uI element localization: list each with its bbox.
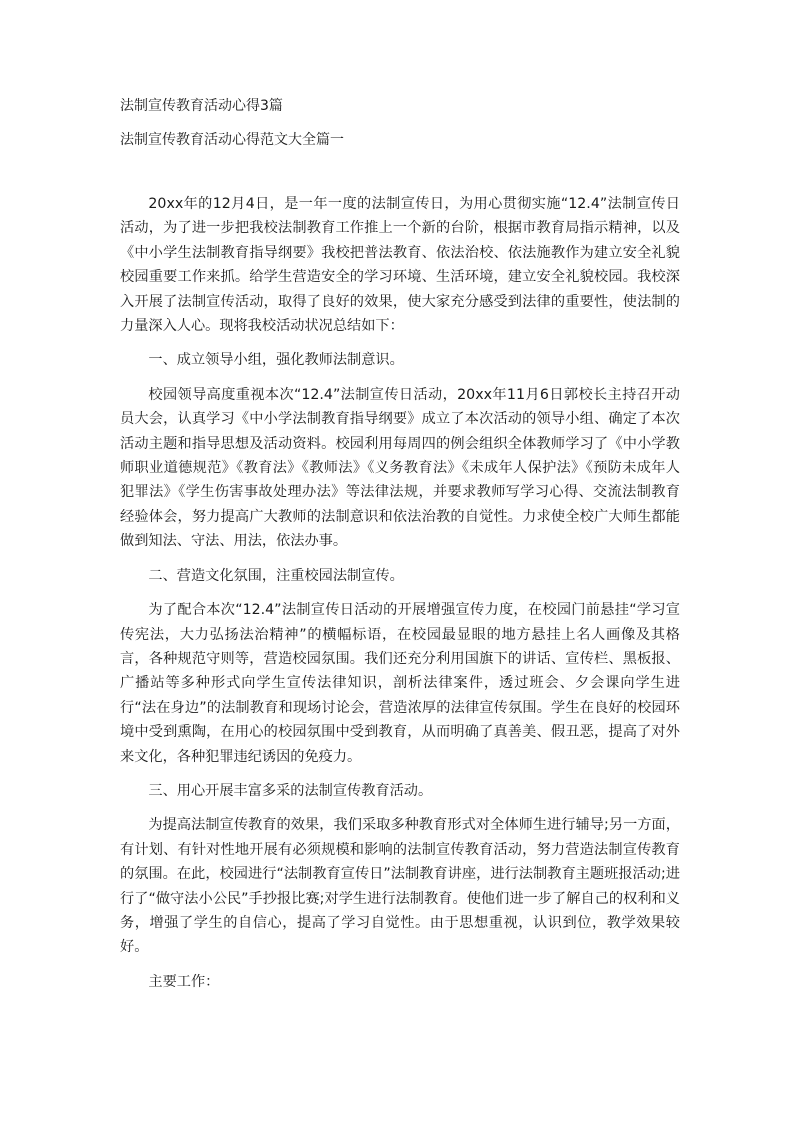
document-body xyxy=(120,192,680,1004)
main-work-heading: 主要工作： xyxy=(148,973,220,990)
paragraph-section-3: 为提高法制宣传教育的效果，我们采取多种教育形式对全体师生进行辅导;另一方面，有计划、有针对性地开展有必须规模和影响的法制宣传教育活动，努力营造法制宣传教育的氛围。在此，校园进行“法制教育宣传日”法制教育讲座，进行法制教育主题班报活动;进行了“做守法小公民”手抄报比赛;对学生进行法制教育。使他们进一步了解自己的权利和义务，增强了学生的自信心，提高了学习自觉性。由于思想重视，认识到位，教学效果较好。 xyxy=(120,817,680,956)
section-heading-2: 二、营造文化氛围，注重校园法制宣传。 xyxy=(148,567,404,584)
paragraph-intro: 20xx年的12月4日，是一年一度的法制宣传日，为用心贯彻实施“12.4”法制宣传日活动，为了进一步把我校法制教育工作推上一个新的台阶，根据市教育局指示精神，以及《中小学生法制教育指导纲要》我校把普法教育、依法治校、依法施教作为建立安全礼貌校园重要工作来抓。给学生营造安全的学习环境、生活环境，建立安全礼貌校园。我校深入开展了法制宣传活动，取得了良好的效果，使大家充分感受到法律的重要性，使法制的力量深入人心。现将我校活动状况总结如下： xyxy=(120,196,680,335)
document-title: 法制宣传教育活动心得3篇 xyxy=(120,98,283,114)
section-heading-1: 一、成立领导小组，强化教师法制意识。 xyxy=(148,352,404,369)
paragraph-section-1: 校园领导高度重视本次“12.4”法制宣传日活动，20xx年11月6日郭校长主持召开动员大会，认真学习《中小学法制教育指导纲要》成立了本次活动的领导小组、确定了本次活动主题和指导思想及活动资料。校园利用每周四的例会组织全体教师学习了《中小学教师职业道德规范》《教育法》《教师法》《义务教育法》《未成年人保护法》《预防未成年人犯罪法》《学生伤害事故处理办法》等法律法规，并要求教师写学习心得、交流法制教育经验体会，努力提高广大教师的法制意识和依法治教的自觉性。力求使全校广大师生都能做到知法、守法、用法，依法办事。 xyxy=(120,386,680,550)
paragraph-section-2: 为了配合本次“12.4”法制宣传日活动的开展增强宣传力度，在校园门前悬挂“学习宣传宪法，大力弘扬法治精神”的横幅标语，在校园最显眼的地方悬挂上名人画像及其格言，各种规范守则等，营造校园氛围。我们还充分利用国旗下的讲话、宣传栏、黑板报、广播站等多种形式向学生宣传法律知识，剖析法律案件，透过班会、夕会课向学生进行“法在身边”的法制教育和现场讨论会，营造浓厚的法律宣传氛围。学生在良好的校园环境中受到熏陶，在用心的校园氛围中受到教育，从而明确了真善美、假丑恶，提高了对外来文化，各种犯罪违纪诱因的免疫力。 xyxy=(120,602,680,765)
section-heading-3: 三、用心开展丰富多采的法制宣传教育活动。 xyxy=(148,782,433,799)
document-subtitle: 法制宣传教育活动心得范文大全篇一 xyxy=(120,132,344,148)
